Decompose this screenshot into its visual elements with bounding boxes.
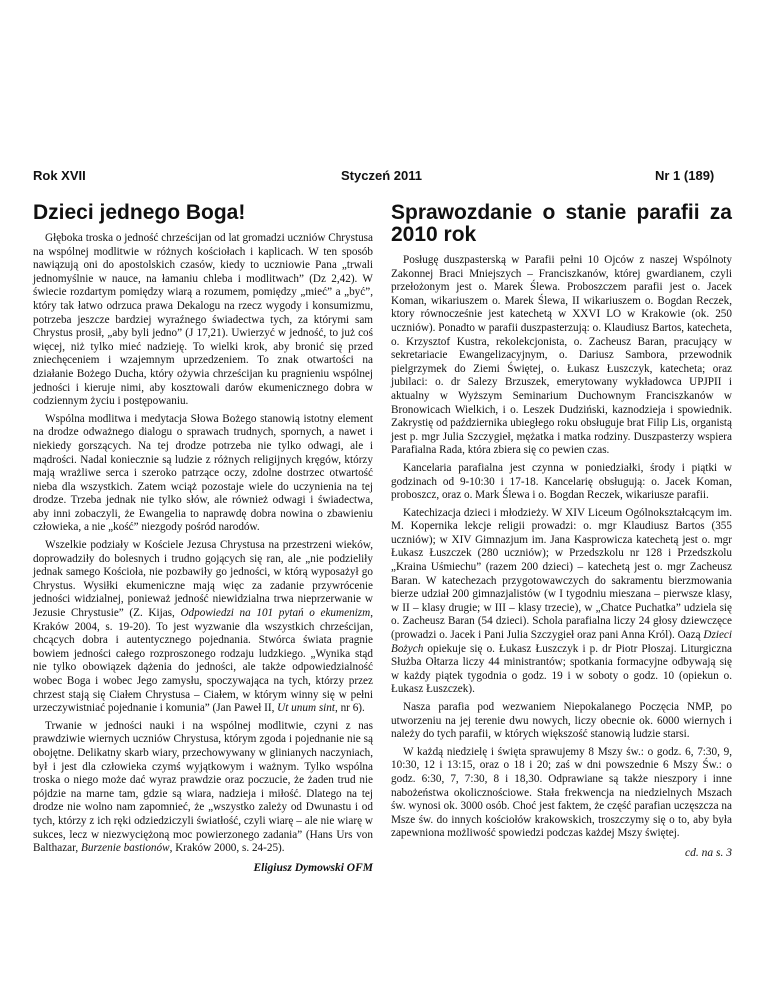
author-signature: Eligiusz Dymowski OFM [253,861,373,874]
left-paragraph-4 [33,720,373,856]
right-article-title: Sprawozdanie o stanie parafii za 2010 rok [391,201,732,246]
left-paragraph-4-text: Trwanie w jedności nauki i na wspólnej modlitwie, czyni z nas prawdziwie wiernych uczniów Chrystusa, którym zgoda i pojednanie nie są obojętne. Delikatny skarb wiary, przechowywany w glinianych naczyniach, był i jest dla człowieka czymś wyjątkowym i ważnym. Tylko wspólna troska o niego może dać wyraz prawdzie oraz poczucie, że żaden trud nie pójdzie na marne tam, gdzie są wiara, nadzieja i miłość. Dlatego na tej drodze nie wolno nam zapomnieć, że „wszystko zależy od Dwunastu i od tych, którzy z ich ręki odziedziczyli światłość, czyli wiarę – ale nie wiarę w sukces, lecz w niezwyciężoną moc powierzonego zadania” (Hans Urs von Balthazar, [33,719,373,855]
right-paragraph-2: Kancelaria parafialna jest czynna w poniedziałki, środy i piątki w godzinach od 9-10:30 i 17-18. Kancelarię obsługują: o. Jacek Koman, proboszcz, oraz o. Mark Ślewa i o. Bogdan Reczek, wikariusze parafii. [391,461,732,502]
left-paragraph-3 [33,539,373,716]
book-tail-2: , nr 6). [334,702,365,715]
right-paragraph-1: Posługę duszpasterską w Parafii pełni 10 Ojców z naszej Wspólnoty Zakonnej Braci Mniejszych – Franciszkanów, której gwardianem, czyli przełożonym jest o. Marek Ślewa. Proboszczem parafii jest o. Jacek Koman, wikariuszem o. Marek Ślewa, II wikariuszem o. Bogdan Reczek, ktory równocześnie jest katechetą w XXVI LO w Krakowie (ok. 250 uczniów). Ponadto w parafii duszpasterzują: o. Klaudiusz Bartos, katecheta, o. Krzysztof Kustra, rekolekcjonista, o. Zacheusz Baran, pracujący w sekretariacie Ewangelizacyjnym, o. Dariusz Sambora, przewodnik pielgrzymek do Ziemi Świętej, o. Łukasz Łuszczyk, katecheta; oraz jubilaci: o. dr Salezy Brzuszek, emerytowany wykładowca UPJPII i aktualny w Wyższym Seminarium Duchownym Franciszkanów w Bronowicach Wielkich, i o. Leszek Dudziński, kaznodzieja i spowiednik. Zakrystię od października ubiegłego roku obsługuje brat Filip Lis, organistą jest p. mgr Julia Szczygieł, mężatka i matka rodziny. Duszpasterzy wspiera Parafialna Rada, która zbiera się co pewien czas. [391,254,732,457]
header-date: Styczeń 2011 [341,168,422,183]
header-year: Rok XVII [33,168,86,183]
right-paragraph-3 [391,507,732,697]
left-article-title: Dzieci jednego Boga! [33,201,246,224]
header-issue: Nr 1 (189) [655,168,715,183]
book-title-2: Ut unum sint [277,702,335,715]
right-article [391,202,732,861]
right-paragraph-5: W każdą niedzielę i święta sprawujemy 8 Mszy św.: o godz. 6, 7:30, 9, 10:30, 12 i 13:15, oraz o 18 i 20; zaś w dni powszednie 6 Mszy Św.: o godz. 6:30, 7, 7:30, 8 i 18,30. Odprawiane są także nieszpory i inne nabożeństwa okolicznościowe. Stała frekwencja na niedzielnych Mszach św. wynosi ok. 3000 osób. Choć jest faktem, że część parafian uczęszcza na Msze św. do innych kościołów krakowskich, troszczymy się o to, aby była zapewniona możliwość spowiedzi podczas każdej Mszy świętej. [391,745,732,840]
left-article [33,202,373,875]
oaza-tail: opiekuje się o. Łukasz Łuszczyk i p. dr Piotr Płoszaj. Liturgiczna Służba Ołtarza liczy 44 ministrantów; spotkania formacyjne odbywają się w każdy piątek tygodnia o godz. 19 i w soboty o godz. 10 (opiekun o. Łukasz Łuszczek). [391,642,732,696]
book-title-3: Burzenie bastionów [81,842,170,855]
book-tail-1: , Kraków 2004, s. 19-20). To jest wyzwanie dla wszystkich chrześcijan, chcących dobra i autentycznego pojednania. Stwórca świata pragnie bowiem jedności całego rozproszonego rodzaju ludzkiego. „Wynika stąd nie tylko obowiązek dążenia do jedności, ale także odpowiedzialność wobec Boga i wobec Jego zamysłu, spoczywająca na tych, którzy przez chrzest stają się Ciałem Chrystusa – Ciałem, w którym winny się w pełni urzeczywistniać pojednanie i komunia” (Jan Paweł II, [33,607,374,715]
right-paragraph-3-text: Katechizacja dzieci i młodzieży. W XIV Liceum Ogólnokształcącym im. M. Kopernika lekcje religii prowadzi: o. mgr Klaudiusz Bartos (355 uczniów); w XIV Gimnazjum im. Jana Kasprowicza katechetą jest o. mgr Łukasz Łuszczek (280 uczniów); w Przedszkolu nr 128 i Przedszkolu „Kraina Uśmiechu” (razem 200 dzieci) – katechetą jest o. mgr Zacheusz Baran. W katechezach przygotowawczych do sakramentu bierzmowania bierze udział 200 gimnazjalistów (w I tygodniu mieszana – pierwsze klasy, w II – klasy drugie; w III – klasy trzecie), w „Chatce Puchatka” udziela się o. Zacheusz Baran (54 dzieci). Schola parafialna liczy 24 głosy dziewczęce (prowadzi o. Jacek i Pani Julia Szczygieł oraz pani Anna Król). Oazą [391,506,732,642]
book-tail-3: , Kraków 2000, s. 24-25). [169,842,285,855]
left-paragraph-1: Głęboka troska o jedność chrześcijan od lat gromadzi uczniów Chrystusa na wspólnej modlitwie w różnych kościołach i kaplicach. W ten sposób nawiązują oni do apostolskich czasów, kiedy to uczniowie Pana „trwali jednomyślnie w nauce, na łamaniu chleba i modlitwach” (Dz 2,42). W świecie rozdartym pomiędzy wiarą a rozumem, pomiędzy „mieć” a „być”, który tak łatwo odrzuca prawa Dekalogu na rzecz wygody i konsumizmu, potrzeba jeszcze bardziej wyraźnego świadectwa tych, za którymi sam Chrystus prosił, „aby byli jedno” (J 17,21). Uwierzyć w jedność, to już coś więcej, niż tylko mieć nadzieję. To wielki krok, aby bronić się przed zniechęceniem i wzajemnym uprzedzeniem. To znak otwartości na działanie Bożego Ducha, który ożywia chrześcijan ku pragnieniu wspólnej jedności i kieruje nimi, aby kosztowali darów ekumenicznego dobra w codziennym życiu i postępowaniu. [33,232,373,408]
continued-note: cd. na s. 3 [685,846,732,859]
oaza-name: Dzieci Bożych [391,629,732,655]
left-paragraph-3-text: Wszelkie podziały w Kościele Jezusa Chrystusa na przestrzeni wieków, doprowadziły do bolesnych i trudno gojących się ran, ale „nie podzieliły jednak samego Kościoła, nie pozbawiły go jedności, w którą wyposażył go Chrystus. Wysiłki ekumeniczne mają więc za zadanie przywrócenie jedności widzialnej, ponieważ jedność niewidzialna trwa nieprzerwanie w Jezusie Chrystusie” (Z. Kijas, [33,539,373,620]
right-paragraph-4: Nasza parafia pod wezwaniem Niepokalanego Poczęcia NMP, po utworzeniu na jej terenie dwu nowych, liczy obecnie ok. 6000 wiernych i należy do tych parafii, w których większość stanowią ludzie starsi. [391,701,732,741]
book-title-1: Odpowiedzi na 101 pytań o ekumenizm [180,607,371,620]
left-paragraph-2: Wspólna modlitwa i medytacja Słowa Bożego stanowią istotny element na drodze odważnego dialogu o sprawach trudnych, spornych, a nawet i niekiedy gorszących. Na tej drodze potrzeba nie tylko odwagi, ale i mądrości. Nadal koniecznie są ludzie z różnych religijnych kręgów, którzy mają wrażliwe serca i szeroko patrzące oczy, zdolne dostrzec otwartość nieba dla wszystkich. Zatem wciąż pozostaje wiele do uczynienia na tej drodze. Trzeba jednak nie tylko słów, ale również odwagi i świadectwa, aby inni zobaczyli, że Ewangelia to naprawdę dobra nowina o zbawieniu człowieka, a nie „kość” niezgody pośród narodów. [33,412,373,534]
